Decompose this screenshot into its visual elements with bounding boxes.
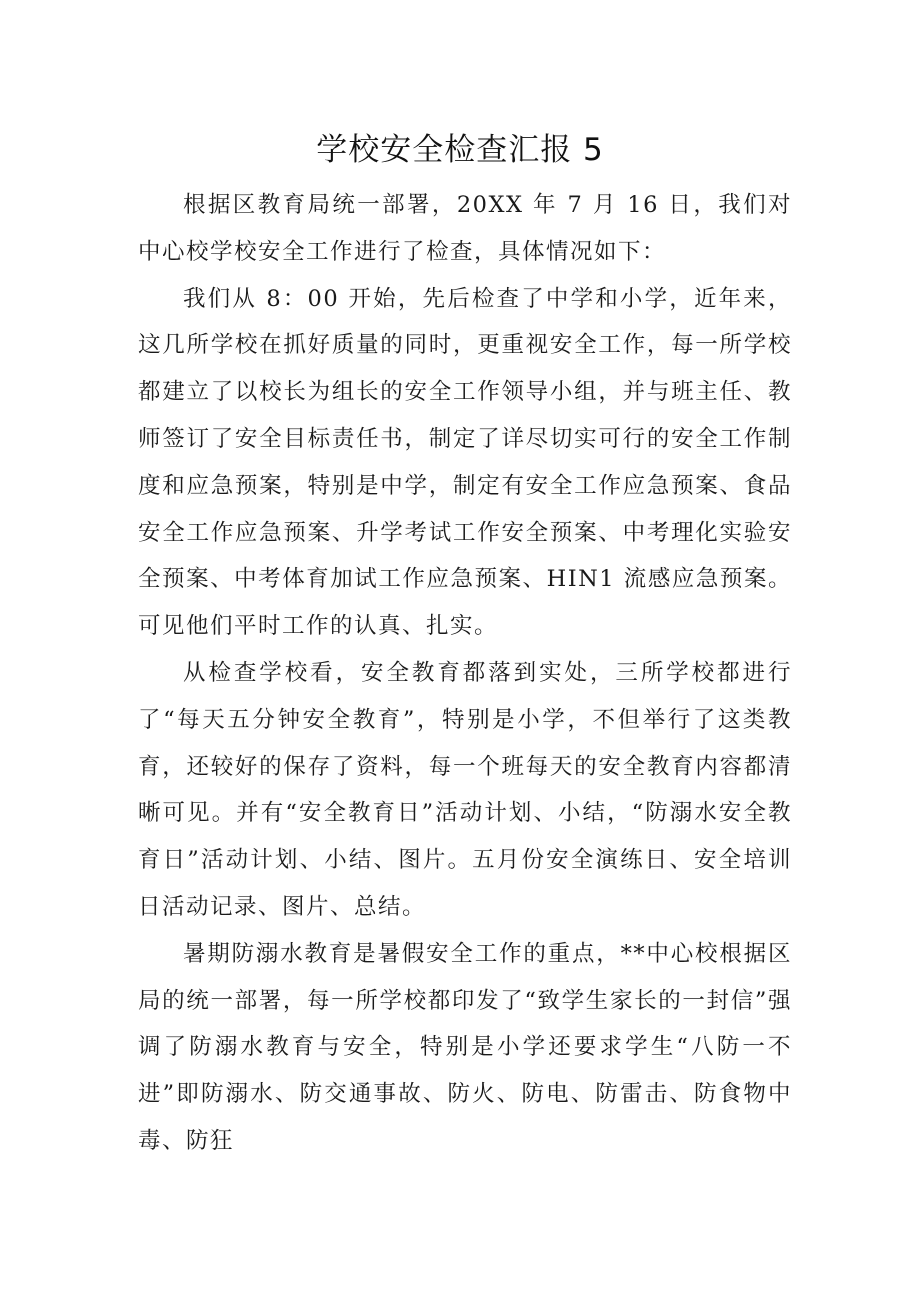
document-title: 学校安全检查汇报 5 — [316, 132, 604, 168]
paragraph-1: 根据区教育局统一部署，20XX 年 7 月 16 日，我们对中心校学校安全工作进行了检查，具体情况如下： — [138, 192, 792, 265]
document-body — [138, 182, 792, 1165]
paragraph-2: 我们从 8：00 开始，先后检查了中学和小学，近年来，这几所学校在抓好质量的同时，更重视安全工作，每一所学校都建立了以校长为组长的安全工作领导小组，并与班主任、教师签订了安全目标责任书，制定了详尽切实可行的安全工作制度和应急预案，特别是中学，制定有安全工作应急预案、食品安全工作应急预案、升学考试工作安全预案、中考理化实验安全预案、中考体育加试工作应急预案、HIN1 流感应急预案。可见他们平时工作的认真、扎实。 — [138, 285, 792, 640]
paragraph-4: 暑期防溺水教育是暑假安全工作的重点，**中心校根据区局的统一部署，每一所学校都印发了“致学生家长的一封信”强调了防溺水教育与安全，特别是小学还要求学生“八防一不进”即防溺水、防交通事故、防火、防电、防雷击、防食物中毒、防狂 — [138, 940, 792, 1154]
paragraph-3: 从检查学校看，安全教育都落到实处，三所学校都进行了“每天五分钟安全教育”，特别是小学，不但举行了这类教育，还较好的保存了资料，每一个班每天的安全教育内容都清晰可见。并有“安全教育日”活动计划、小结，“防溺水安全教育日”活动计划、小结、图片。五月份安全演练日、安全培训日活动记录、图片、总结。 — [138, 659, 792, 920]
